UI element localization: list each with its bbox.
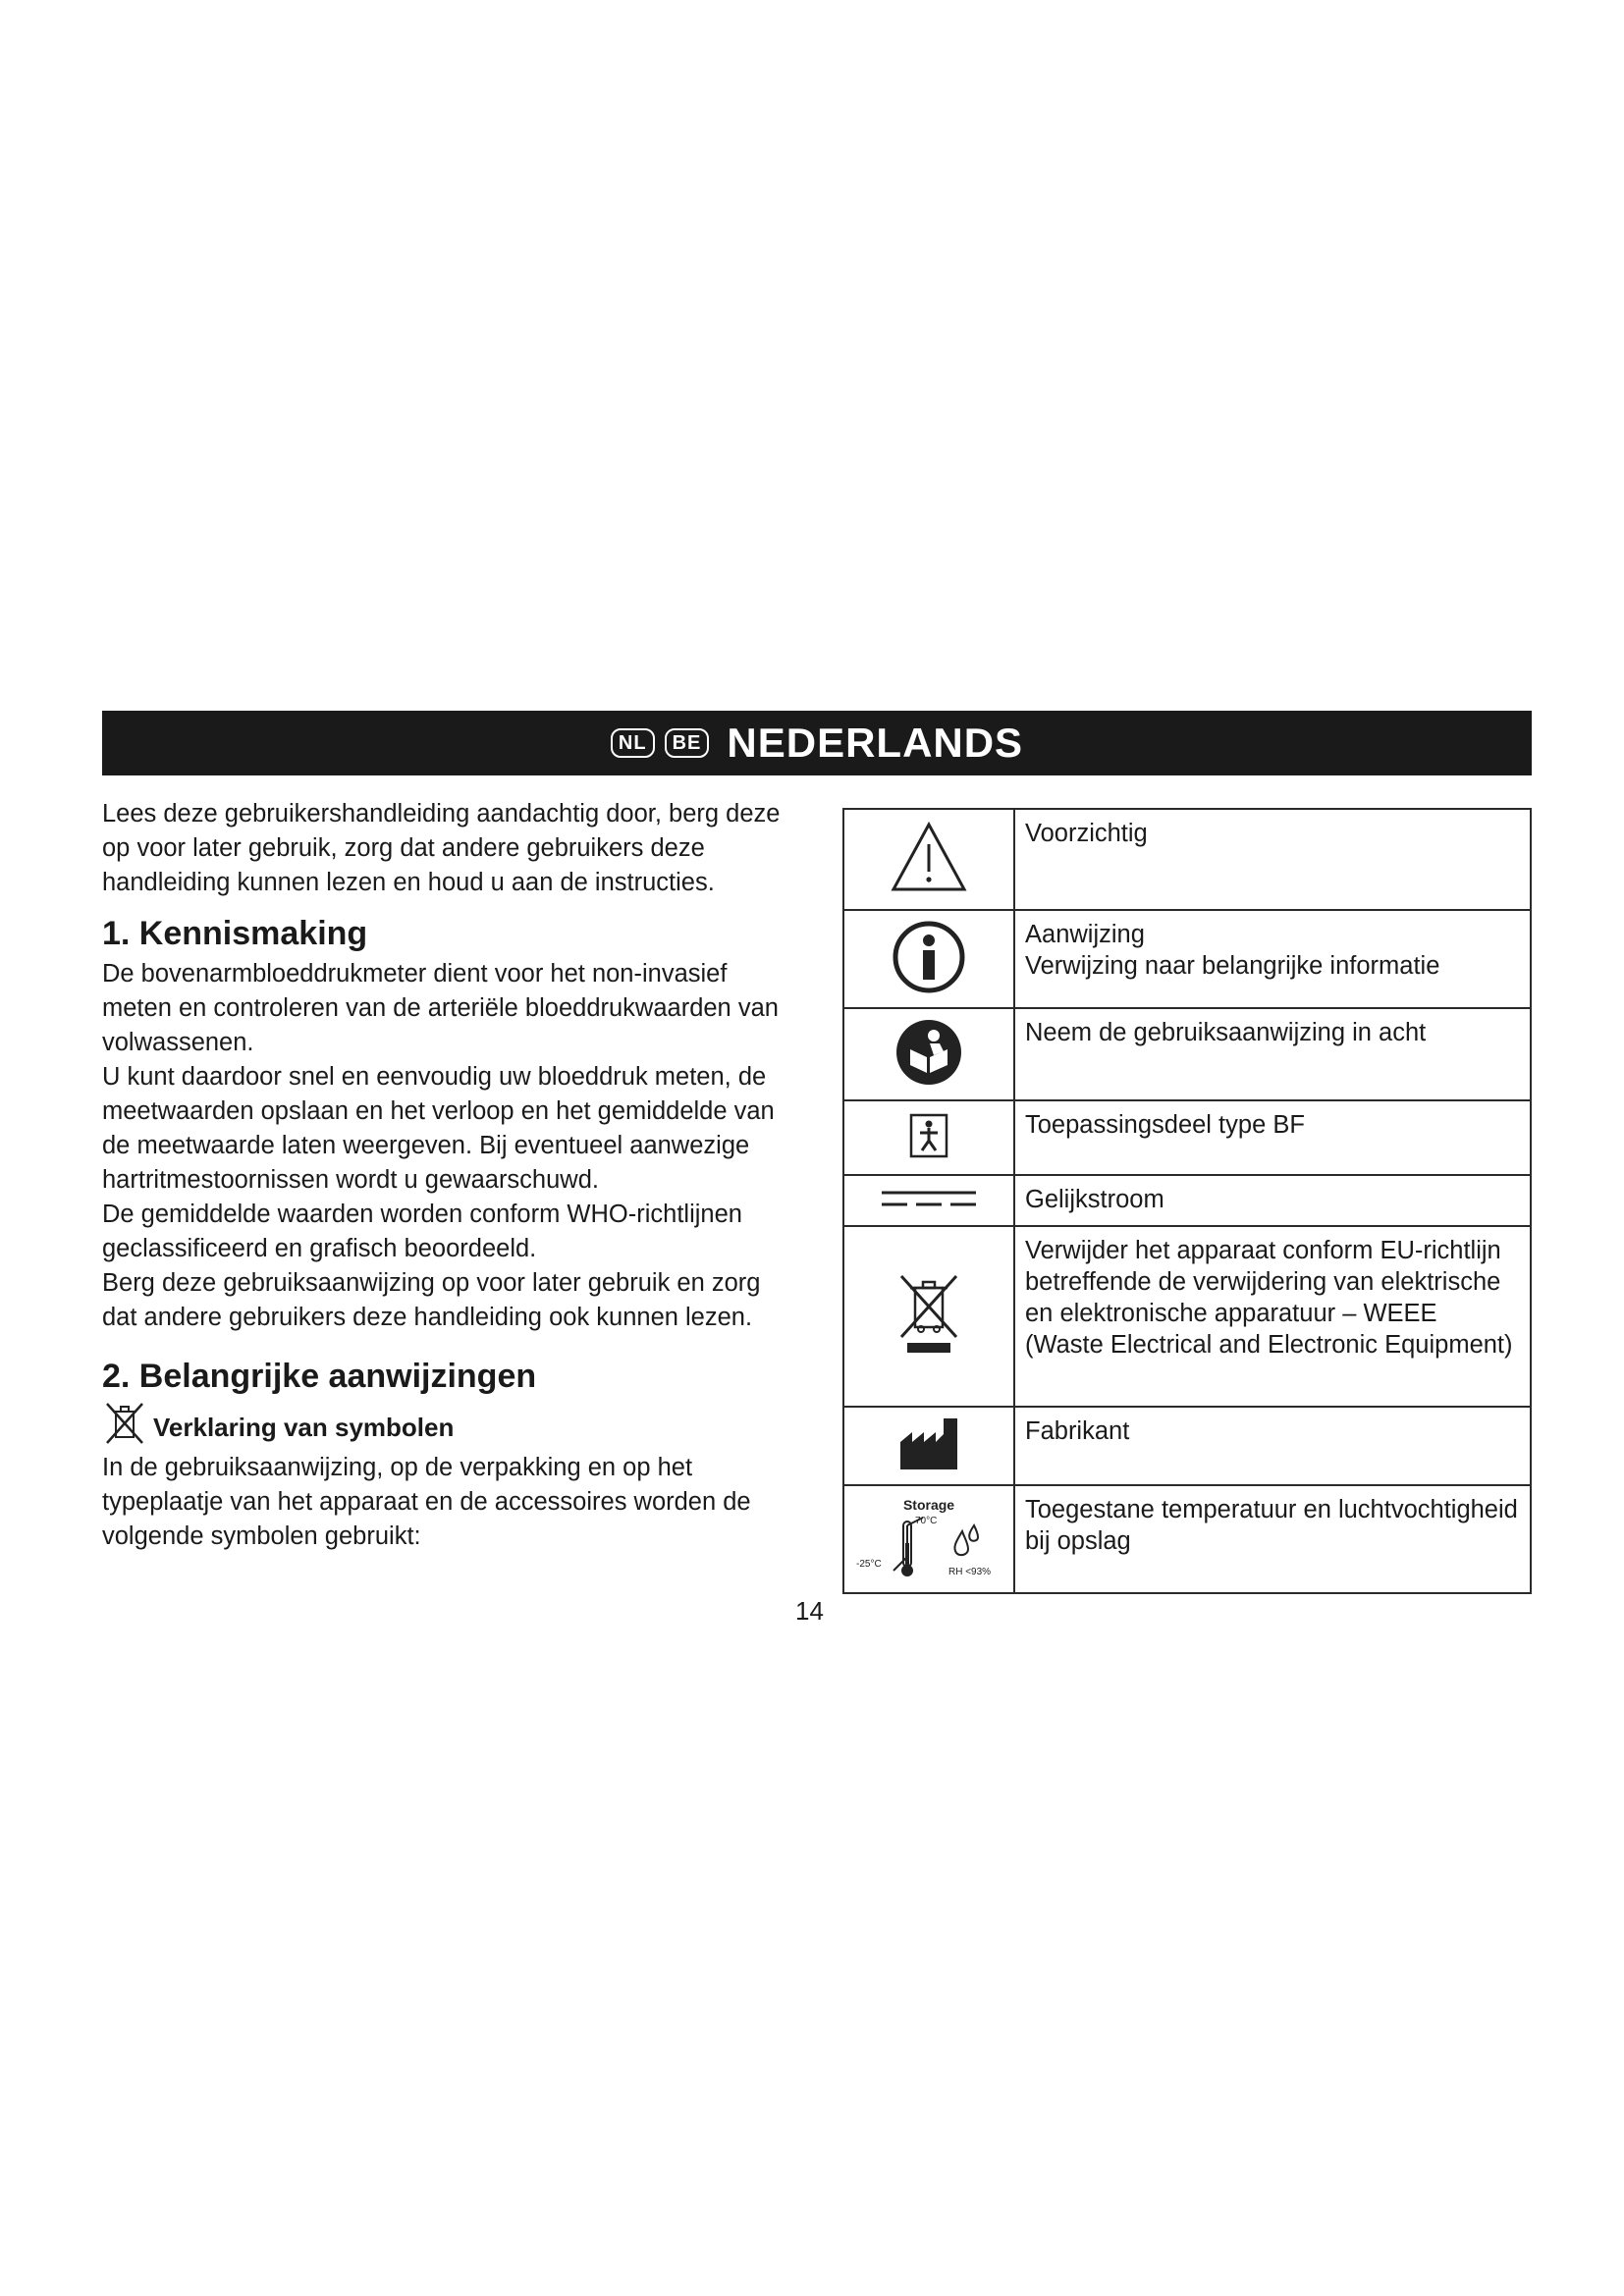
storage-temp-low: -25°C [856,1558,882,1570]
table-row [843,1175,1531,1226]
symbol-description: Voorzichtig [1025,820,1148,847]
symbols-table [842,808,1532,1594]
symbol-description: Aanwijzing [1025,921,1145,948]
storage-humidity: RH <93% [948,1566,992,1577]
storage-conditions-icon [846,1488,1011,1586]
direct-current-icon [880,1187,978,1210]
symbol-description: Verwijder het apparaat conform EU-richtlijn betreffende de verwijdering van elektrische en elektronische apparatuur – WEEE (Waste Electrical and Electronic Equipment) [1025,1237,1513,1359]
warning-triangle-icon [890,821,968,893]
symbols-subheading-text: Verklaring van symbolen [153,1413,455,1442]
section2-heading: 2. Belangrijke aanwijzingen [102,1358,537,1395]
section2-paragraph: In de gebruiksaanwijzing, op de verpakking en op het typeplaatje van het apparaat en de accessoires worden de volgende symbolen gebruikt: [102,1454,751,1550]
language-header [102,711,1532,775]
left-column [102,797,799,1554]
info-icon [891,919,967,995]
table-row [843,1226,1531,1407]
symbol-description: Neem de gebruiksaanwijzing in acht [1025,1019,1427,1046]
symbol-description: Gelijkstroom [1025,1186,1164,1213]
symbol-description: Toegestane temperatuur en luchtvochtigheid bij opslag [1025,1496,1518,1555]
page-title: NEDERLANDS [727,720,1024,766]
table-row [843,910,1531,1008]
table-row [843,809,1531,910]
storage-label: Storage [902,1496,955,1513]
intro-paragraph: Lees deze gebruikershandleiding aandachtig door, berg deze op voor later gebruik, zorg dat andere gebruikers deze handleiding kunnen lezen en houd u aan de instructies. [102,800,781,896]
manufacturer-icon [898,1416,959,1471]
table-row [843,1485,1531,1593]
symbol-description: Fabrikant [1025,1417,1130,1445]
section1-heading: 1. Kennismaking [102,915,368,952]
page-number: 14 [795,1596,824,1626]
section1-paragraph-1: De bovenarmbloeddrukmeter dient voor het non-invasief meten en controleren van de arteriële bloeddrukwaarden van volwassenen. [102,960,779,1056]
table-row [843,1100,1531,1175]
table-row [843,1008,1531,1100]
read-manual-icon [894,1018,963,1087]
badge-nl: NL [611,728,655,758]
symbol-description: Toepassingsdeel type BF [1025,1111,1305,1139]
type-bf-icon [909,1113,948,1158]
storage-temp-high: 70°C [915,1515,938,1526]
table-row [843,1407,1531,1485]
weee-bin-icon [102,1400,147,1445]
weee-bin-icon [897,1272,960,1357]
symbol-description-detail: Verwijzing naar belangrijke informatie [1025,952,1440,980]
section1-paragraph-2: U kunt daardoor snel en eenvoudig uw bloeddruk meten, de meetwaarden opslaan en het verloop en het gemiddelde van de meetwaarde laten weergeven. Bij eventueel aanwezige hartritmestoornissen wordt u gewaarschuwd. [102,1063,775,1194]
section1-paragraph-4: Berg deze gebruiksaanwijzing op voor later gebruik en zorg dat andere gebruikers deze handleiding ook kunnen lezen. [102,1269,761,1331]
badge-be: BE [665,728,710,758]
symbols-subheading [102,1400,799,1445]
section1-paragraph-3: De gemiddelde waarden worden conform WHO-richtlijnen geclassificeerd en grafisch beoordeeld. [102,1201,742,1262]
